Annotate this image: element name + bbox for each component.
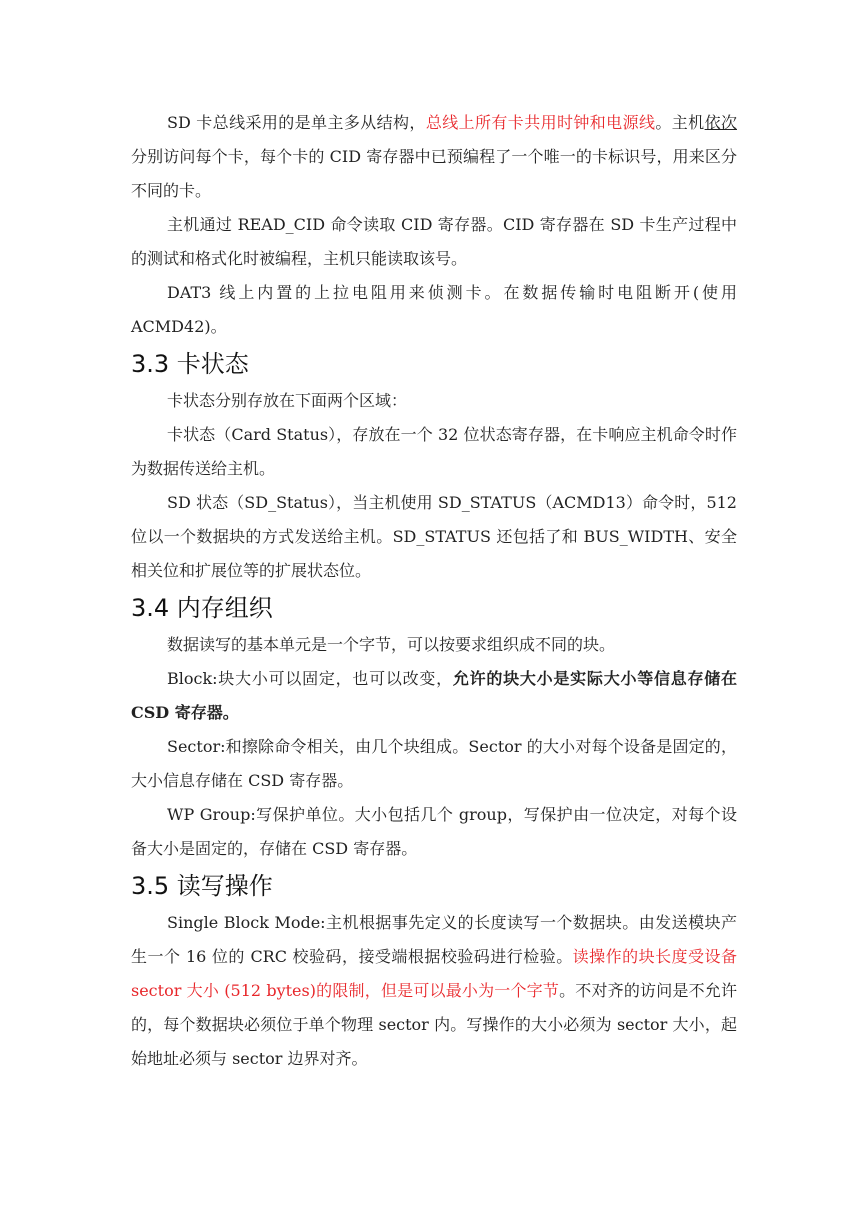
section-heading-read-write: 3.5 读写操作: [131, 872, 273, 900]
text-run: SD 卡总线采用的是单主多从结构，: [167, 113, 426, 132]
paragraph-memory-unit: 数据读写的基本单元是一个字节，可以按要求组织成不同的块。: [167, 635, 616, 654]
paragraph-sector: Sector:和擦除命令相关，由几个块组成。Sector 的大小对每个设备是固定的，大小信息存储在 CSD 寄存器。: [131, 737, 737, 790]
text-run: Single Block Mode:主机根据事先定义的长度读写一个数据块。由发送模块产生一个 16 位的 CRC 校验码，接受端根据校验码进行检验。: [131, 913, 737, 966]
section-heading-memory-organization: 3.4 内存组织: [131, 594, 273, 622]
section-heading-card-status: 3.3 卡状态: [131, 350, 249, 378]
paragraph-sd-status: SD 状态（SD_Status），当主机使用 SD_STATUS（ACMD13）命令时，512 位以一个数据块的方式发送给主机。SD_STATUS 还包括了和 BUS_WIDTH、安全相关位和扩展位等的扩展状态位。: [131, 493, 737, 580]
paragraph-status-areas: 卡状态分别存放在下面两个区域：: [167, 391, 408, 410]
text-run: Block:块大小可以固定，也可以改变，: [167, 669, 453, 688]
paragraph-read-cid: 主机通过 READ_CID 命令读取 CID 寄存器。CID 寄存器在 SD 卡生产过程中的测试和格式化时被编程，主机只能读取该号。: [131, 215, 737, 268]
paragraph-single-block-mode: [131, 906, 737, 1076]
paragraph-block: [131, 662, 737, 730]
text-run: 。主机: [655, 113, 705, 132]
highlight-text: 读操作的块长度受设备 sector 大小 (512 bytes)的限制，但是可以最小为一个字节: [131, 947, 737, 1000]
highlight-text: 总线上所有卡共用时钟和电源线: [425, 113, 656, 132]
bold-text: 允许的块大小是实际大小等信息存储在 CSD 寄存器。: [131, 669, 737, 722]
document-body: [131, 106, 737, 1076]
paragraph-bus-structure: [131, 106, 737, 208]
paragraph-dat3: DAT3 线上内置的上拉电阻用来侦测卡。在数据传输时电阻断开(使用 ACMD42)。: [131, 283, 737, 336]
underlined-text: 依次: [704, 113, 737, 132]
text-run: 。不对齐的访问是不允许的，每个数据块必须位于单个物理 sector 内。写操作的大小必须为 sector 大小，起始地址必须与 sector 边界对齐。: [131, 981, 737, 1068]
paragraph-card-status: 卡状态（Card Status），存放在一个 32 位状态寄存器，在卡响应主机命令时作为数据传送给主机。: [131, 425, 737, 478]
text-run: 分别访问每个卡，每个卡的 CID 寄存器中已预编程了一个唯一的卡标识号，用来区分不同的卡。: [131, 147, 737, 200]
paragraph-wp-group: WP Group:写保护单位。大小包括几个 group，写保护由一位决定，对每个设备大小是固定的，存储在 CSD 寄存器。: [131, 805, 737, 858]
